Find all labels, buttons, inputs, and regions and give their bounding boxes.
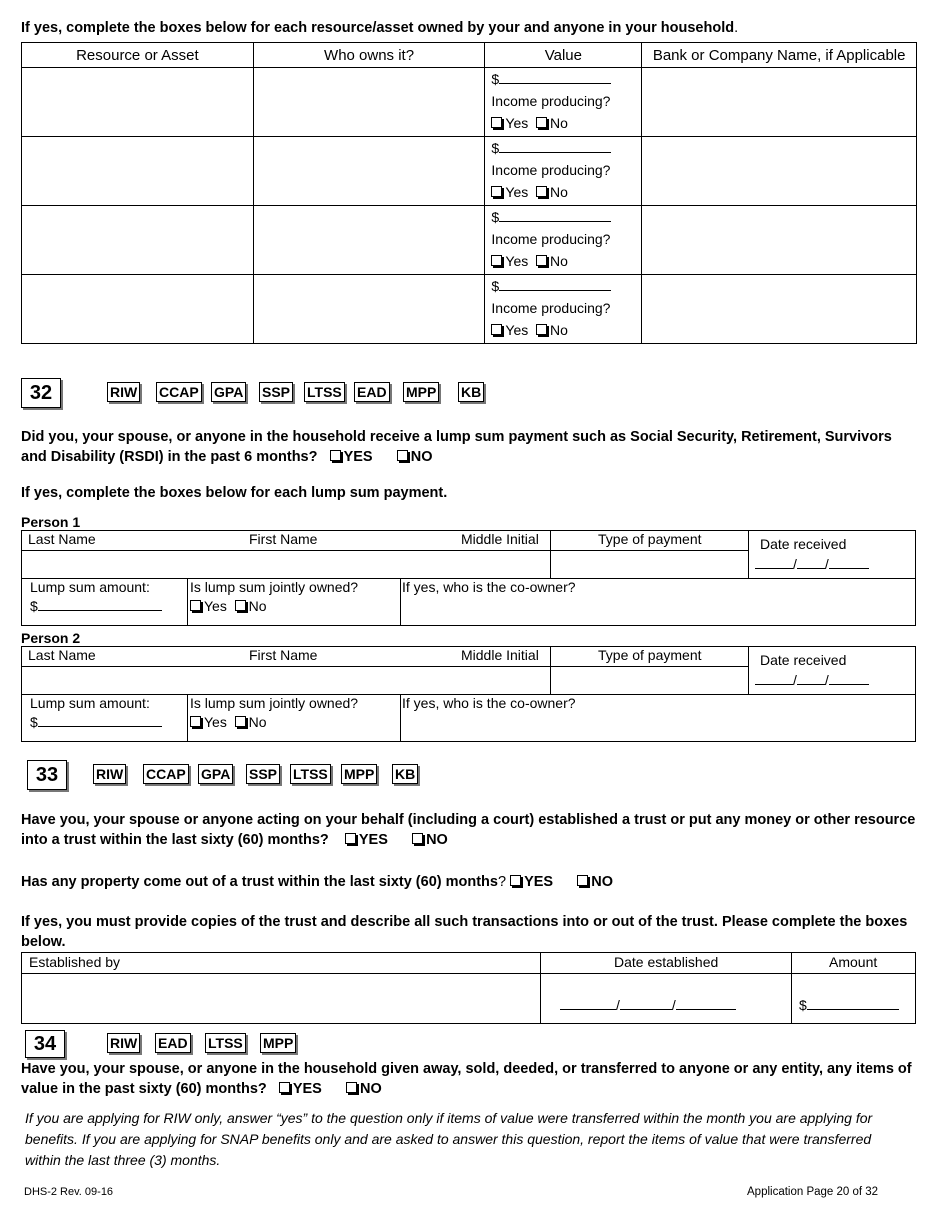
no-label: No (550, 115, 568, 131)
date-received-label: Date received (760, 652, 847, 668)
lump-sum-amount-field[interactable] (30, 713, 162, 730)
income-producing-options (491, 181, 641, 203)
program-badge-kb: KB (392, 764, 418, 784)
dollar-sign: $ (491, 278, 500, 294)
divider (748, 646, 749, 694)
no-label: NO (591, 874, 614, 890)
date-received-field[interactable]: / / (755, 672, 877, 686)
divider (400, 694, 401, 742)
checkbox-icon[interactable] (397, 450, 408, 461)
yes-label: YES (292, 1081, 322, 1097)
program-badge-ead: EAD (354, 382, 390, 402)
bank-cell[interactable] (642, 68, 917, 137)
program-badge-mpp: MPP (403, 382, 439, 402)
jointly-owned-options (190, 714, 267, 730)
income-producing-options (491, 250, 641, 272)
resource-row (22, 137, 917, 206)
yes-label: Yes (204, 714, 227, 730)
income-producing-label: Income producing? (491, 93, 611, 109)
date-year-blank (829, 556, 869, 569)
trust-amount-field[interactable] (799, 996, 899, 1013)
program-badge-ccap: CCAP (143, 764, 189, 784)
value-cell (485, 68, 642, 137)
date-month-blank (755, 556, 793, 569)
checkbox-icon[interactable] (491, 117, 502, 128)
trust-property-question (21, 872, 613, 892)
checkbox-icon[interactable] (536, 186, 547, 197)
program-badge-ead: EAD (155, 1033, 191, 1053)
divider (791, 952, 792, 1024)
program-badge-gpa: GPA (211, 382, 246, 402)
value-line[interactable] (491, 206, 641, 228)
divider (540, 952, 541, 1024)
value-blank[interactable] (499, 276, 611, 291)
divider (187, 694, 188, 742)
dollar-sign: $ (491, 209, 500, 225)
checkbox-icon[interactable] (577, 875, 588, 886)
person-label: Person 2 (21, 630, 81, 646)
program-badge-ssp: SSP (259, 382, 293, 402)
amount-blank (38, 597, 162, 611)
program-badge-ssp: SSP (246, 764, 280, 784)
checkbox-icon[interactable] (510, 875, 521, 886)
page-number: Application Page 20 of 32 (747, 1186, 879, 1198)
dollar-sign: $ (491, 71, 500, 87)
form-id: DHS-2 Rev. 09-16 (24, 1186, 114, 1198)
checkbox-icon[interactable] (536, 117, 547, 128)
jointly-owned-options (190, 598, 267, 614)
resource-asset-table (21, 42, 917, 344)
yes-label: Yes (505, 322, 529, 338)
divider (400, 578, 401, 626)
person-label: Person 1 (21, 514, 81, 530)
yes-label: Yes (204, 598, 227, 614)
yes-label: YES (524, 874, 554, 890)
checkbox-icon[interactable] (536, 324, 547, 335)
header-value: Value (485, 43, 642, 68)
no-label: No (550, 253, 568, 269)
jointly-owned-label: Is lump sum jointly owned? (190, 695, 359, 711)
transfer-question-text: Have you, your spouse, or anyone in the household given away, sold, deeded, or transferred to anyone or any entity, any items of value in the past sixty (60) months? (21, 1061, 912, 1097)
question-mark: ? (497, 874, 507, 890)
date-received-label: Date received (760, 536, 847, 552)
resource-row (22, 68, 917, 137)
income-producing-label: Income producing? (491, 300, 611, 316)
value-cell (485, 137, 642, 206)
checkbox-icon[interactable] (235, 600, 246, 611)
lump-sum-question-text: Did you, your spouse, or anyone in the household receive a lump sum payment such as Social Security, Retirement, Survivors and Disability (RSDI) in the past 6 months? (21, 429, 892, 465)
question-number-32: 32 (21, 378, 61, 408)
trust-instruction: If yes, you must provide copies of the trust and describe all such transactions into or out of the trust. Please complete the boxes below. (21, 914, 908, 950)
transfer-question (21, 1059, 933, 1099)
program-badge-ltss: LTSS (304, 382, 345, 402)
checkbox-icon[interactable] (190, 600, 201, 611)
payment-type-field[interactable] (551, 551, 747, 577)
income-producing-options (491, 112, 641, 134)
program-badge-kb: KB (458, 382, 484, 402)
no-label: No (248, 714, 267, 730)
who-owns-cell[interactable] (253, 275, 485, 344)
value-blank[interactable] (499, 207, 611, 222)
payment-type-field[interactable] (551, 667, 747, 693)
trust-property-text: Has any property come out of a trust within the last sixty (60) months (21, 874, 498, 890)
dollar-sign: $ (30, 714, 38, 730)
value-line[interactable] (491, 137, 641, 159)
checkbox-icon[interactable] (491, 324, 502, 335)
value-cell (485, 275, 642, 344)
amount-label: Amount (829, 954, 878, 970)
program-badge-mpp: MPP (260, 1033, 296, 1053)
who-owns-cell[interactable] (253, 206, 485, 275)
date-received-field[interactable]: / / (755, 556, 877, 570)
date-established-field[interactable]: / / (560, 996, 736, 1013)
value-line[interactable] (491, 275, 641, 297)
checkbox-icon[interactable] (279, 1082, 290, 1093)
date-year-blank (676, 996, 736, 1010)
value-line[interactable] (491, 68, 641, 90)
first-name-label: First Name (249, 531, 318, 547)
dollar-sign: $ (491, 140, 500, 156)
program-badge-mpp: MPP (341, 764, 377, 784)
bank-cell[interactable] (642, 275, 917, 344)
divider (748, 530, 749, 578)
date-day-blank (797, 672, 825, 685)
amount-blank (38, 713, 162, 727)
lump-sum-amount-label: Lump sum amount: (30, 579, 150, 595)
who-owns-cell[interactable] (253, 68, 485, 137)
middle-initial-label: Middle Initial (461, 647, 539, 663)
transfer-note: If you are applying for RIW only, answer “yes” to the question only if items of value were transferred within the month you are applying for benefits. If you are applying for SNAP benefits only and are asked to answer this question, report the items of value that were transferred within the last three (3) months. (25, 1110, 873, 1168)
income-producing-options (491, 319, 641, 341)
middle-initial-label: Middle Initial (461, 531, 539, 547)
checkbox-icon[interactable] (536, 255, 547, 266)
yes-label: YES (343, 449, 373, 465)
checkbox-icon[interactable] (491, 255, 502, 266)
yes-label: Yes (505, 184, 529, 200)
checkbox-icon[interactable] (345, 833, 356, 844)
bank-cell[interactable] (642, 206, 917, 275)
header-bank: Bank or Company Name, if Applicable (642, 43, 917, 68)
no-label: NO (426, 832, 448, 848)
no-label: NO (360, 1081, 382, 1097)
question-number-33: 33 (27, 760, 67, 790)
lump-sum-amount-field[interactable] (30, 597, 162, 614)
checkbox-icon[interactable] (235, 716, 246, 727)
established-by-label: Established by (29, 954, 121, 970)
resource-cell[interactable] (22, 68, 254, 137)
type-of-payment-label: Type of payment (598, 647, 702, 663)
yes-label: Yes (505, 115, 529, 131)
program-badge-riw: RIW (107, 1033, 140, 1053)
program-badge-riw: RIW (107, 382, 140, 402)
resource-cell[interactable] (22, 275, 254, 344)
no-label: No (550, 322, 568, 338)
resource-cell[interactable] (22, 137, 254, 206)
resource-table-header (22, 43, 917, 68)
yes-label: Yes (505, 253, 529, 269)
trust-question-text: Have you, your spouse or anyone acting on your behalf (including a court) established a trust or put any money or other resource into a trust within the last sixty (60) months? (21, 812, 916, 848)
name-entry-field[interactable] (22, 551, 549, 577)
resource-cell[interactable] (22, 206, 254, 275)
resource-intro-period: . (734, 20, 739, 36)
dollar-sign: $ (30, 598, 38, 614)
amount-blank (807, 996, 899, 1010)
checkbox-icon[interactable] (412, 833, 423, 844)
checkbox-icon[interactable] (346, 1082, 357, 1093)
divider (187, 578, 188, 626)
who-owns-cell[interactable] (253, 137, 485, 206)
no-label: No (550, 184, 568, 200)
income-producing-label: Income producing? (491, 231, 611, 247)
program-badge-ccap: CCAP (156, 382, 202, 402)
dollar-sign: $ (799, 997, 807, 1013)
resource-row (22, 275, 917, 344)
trust-question (21, 810, 921, 850)
resource-intro-text: If yes, complete the boxes below for each resource/asset owned by your and anyone in your household (21, 20, 735, 36)
co-owner-label: If yes, who is the co-owner? (402, 695, 576, 711)
value-cell (485, 206, 642, 275)
program-badge-ltss: LTSS (290, 764, 331, 784)
value-blank[interactable] (499, 69, 611, 84)
checkbox-icon[interactable] (330, 450, 341, 461)
income-producing-label: Income producing? (491, 162, 611, 178)
program-badge-ltss: LTSS (205, 1033, 246, 1053)
date-day-blank (797, 556, 825, 569)
no-label: NO (410, 449, 433, 465)
lump-sum-instruction: If yes, complete the boxes below for each lump sum payment. (21, 485, 448, 501)
resource-intro (21, 20, 738, 36)
name-entry-field[interactable] (22, 667, 549, 693)
first-name-label: First Name (249, 647, 318, 663)
header-who-owns: Who owns it? (253, 43, 485, 68)
question-number-34: 34 (25, 1030, 65, 1058)
date-month-blank (755, 672, 793, 685)
date-day-blank (620, 996, 672, 1010)
co-owner-label: If yes, who is the co-owner? (402, 579, 576, 595)
resource-row (22, 206, 917, 275)
program-badge-gpa: GPA (198, 764, 233, 784)
lump-sum-amount-label: Lump sum amount: (30, 695, 150, 711)
last-name-label: Last Name (28, 531, 96, 547)
bank-cell[interactable] (642, 137, 917, 206)
jointly-owned-label: Is lump sum jointly owned? (190, 579, 359, 595)
last-name-label: Last Name (28, 647, 96, 663)
date-year-blank (829, 672, 869, 685)
date-month-blank (560, 996, 616, 1010)
checkbox-icon[interactable] (190, 716, 201, 727)
checkbox-icon[interactable] (491, 186, 502, 197)
program-badge-riw: RIW (93, 764, 126, 784)
lump-sum-question (21, 427, 921, 467)
date-established-label: Date established (614, 954, 719, 970)
established-by-field[interactable] (22, 974, 539, 1023)
value-blank[interactable] (499, 138, 611, 153)
header-resource: Resource or Asset (22, 43, 254, 68)
yes-label: YES (358, 832, 388, 848)
type-of-payment-label: Type of payment (598, 531, 702, 547)
no-label: No (248, 598, 267, 614)
